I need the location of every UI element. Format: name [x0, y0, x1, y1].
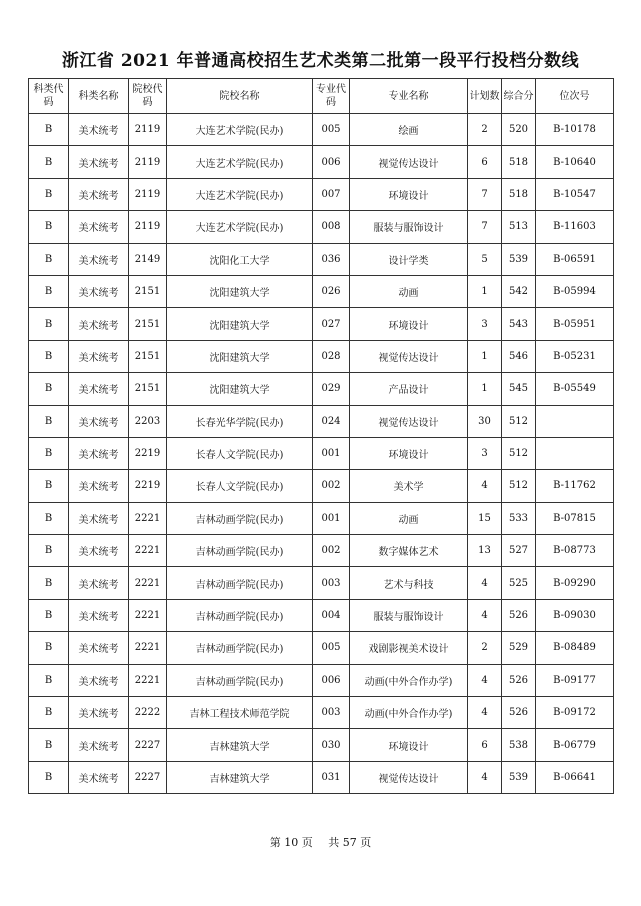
cell-score: 513: [502, 211, 536, 243]
cell-plan: 30: [468, 405, 502, 437]
cell-major-name: 产品设计: [350, 373, 468, 405]
cell-category-code: B: [29, 697, 69, 729]
cell-rank: B-11762: [536, 470, 614, 502]
cell-school-name: 大连艺术学院(民办): [167, 146, 313, 178]
cell-score: 529: [502, 632, 536, 664]
page-footer: [0, 834, 641, 850]
cell-category-name: 美术统考: [69, 405, 129, 437]
cell-plan: 1: [468, 340, 502, 372]
cell-rank: B-09177: [536, 664, 614, 696]
cell-category-code: B: [29, 729, 69, 761]
cell-major-code: 002: [313, 470, 350, 502]
cell-school-name: 吉林动画学院(民办): [167, 535, 313, 567]
cell-major-code: 003: [313, 567, 350, 599]
cell-school-name: 吉林建筑大学: [167, 729, 313, 761]
cell-school-code: 2219: [129, 437, 167, 469]
cell-school-code: 2119: [129, 114, 167, 146]
cell-school-name: 大连艺术学院(民办): [167, 178, 313, 210]
cell-major-code: 031: [313, 761, 350, 793]
cell-major-code: 005: [313, 114, 350, 146]
cell-school-code: 2221: [129, 535, 167, 567]
table-row: [29, 243, 614, 275]
header-school-name: 院校名称: [167, 79, 313, 114]
header-category-name: 科类名称: [69, 79, 129, 114]
header-score: 综合分: [502, 79, 536, 114]
cell-score: 533: [502, 502, 536, 534]
cell-category-name: 美术统考: [69, 502, 129, 534]
cell-major-code: 002: [313, 535, 350, 567]
cell-plan: 1: [468, 373, 502, 405]
cell-major-name: 设计学类: [350, 243, 468, 275]
cell-major-name: 动画(中外合作办学): [350, 664, 468, 696]
cell-school-name: 沈阳建筑大学: [167, 275, 313, 307]
cell-category-code: B: [29, 632, 69, 664]
cell-category-code: B: [29, 502, 69, 534]
cell-rank: B-05231: [536, 340, 614, 372]
cell-school-code: 2221: [129, 632, 167, 664]
cell-major-name: 环境设计: [350, 729, 468, 761]
cell-plan: 4: [468, 567, 502, 599]
cell-major-name: 环境设计: [350, 437, 468, 469]
cell-school-name: 沈阳建筑大学: [167, 308, 313, 340]
cell-major-name: 数字媒体艺术: [350, 535, 468, 567]
header-category-code: 科类代码: [29, 79, 69, 114]
cell-category-code: B: [29, 178, 69, 210]
cell-score: 545: [502, 373, 536, 405]
table-row: [29, 437, 614, 469]
cell-school-name: 吉林动画学院(民办): [167, 664, 313, 696]
cell-school-code: 2227: [129, 761, 167, 793]
page-title: 浙江省 2021 年普通高校招生艺术类第二批第一段平行投档分数线: [61, 51, 580, 71]
cell-major-name: 环境设计: [350, 178, 468, 210]
cell-rank: B-08773: [536, 535, 614, 567]
cell-school-name: 吉林动画学院(民办): [167, 632, 313, 664]
cell-major-code: 024: [313, 405, 350, 437]
cell-school-code: 2119: [129, 178, 167, 210]
cell-school-name: 大连艺术学院(民办): [167, 114, 313, 146]
cell-category-code: B: [29, 114, 69, 146]
cell-school-code: 2149: [129, 243, 167, 275]
cell-score: 546: [502, 340, 536, 372]
cell-category-code: B: [29, 437, 69, 469]
header-school-code: 院校代码: [129, 79, 167, 114]
cell-major-name: 艺术与科技: [350, 567, 468, 599]
cell-rank: B-10547: [536, 178, 614, 210]
cell-major-code: 036: [313, 243, 350, 275]
cell-category-code: B: [29, 567, 69, 599]
cell-category-name: 美术统考: [69, 275, 129, 307]
cell-rank: B-10178: [536, 114, 614, 146]
cell-major-name: 服装与服饰设计: [350, 211, 468, 243]
cell-category-code: B: [29, 599, 69, 631]
cell-school-code: 2221: [129, 599, 167, 631]
cell-plan: 5: [468, 243, 502, 275]
cell-school-name: 吉林动画学院(民办): [167, 502, 313, 534]
cell-major-code: 006: [313, 664, 350, 696]
cell-category-code: B: [29, 535, 69, 567]
cell-school-name: 大连艺术学院(民办): [167, 211, 313, 243]
cell-major-code: 001: [313, 437, 350, 469]
cell-rank: B-10640: [536, 146, 614, 178]
page-number: 第 10 页: [269, 836, 313, 849]
cell-major-name: 视觉传达设计: [350, 405, 468, 437]
cell-category-code: B: [29, 664, 69, 696]
cell-category-code: B: [29, 146, 69, 178]
table-row: [29, 470, 614, 502]
cell-score: 512: [502, 437, 536, 469]
cell-category-name: 美术统考: [69, 567, 129, 599]
table-row: [29, 340, 614, 372]
cell-category-name: 美术统考: [69, 535, 129, 567]
table-row: [29, 632, 614, 664]
table-row: [29, 664, 614, 696]
cell-category-code: B: [29, 470, 69, 502]
cell-category-name: 美术统考: [69, 729, 129, 761]
cell-category-name: 美术统考: [69, 373, 129, 405]
cell-school-code: 2221: [129, 502, 167, 534]
cell-school-name: 吉林动画学院(民办): [167, 567, 313, 599]
cell-plan: 2: [468, 632, 502, 664]
cell-school-code: 2151: [129, 373, 167, 405]
cell-plan: 4: [468, 761, 502, 793]
cell-score: 539: [502, 761, 536, 793]
cell-rank: B-08489: [536, 632, 614, 664]
cell-plan: 13: [468, 535, 502, 567]
cell-school-code: 2219: [129, 470, 167, 502]
table-header-row: [29, 79, 614, 114]
cell-score: 518: [502, 178, 536, 210]
cell-rank: B-06641: [536, 761, 614, 793]
score-table: [28, 78, 614, 794]
table-body: [29, 114, 614, 794]
cell-school-code: 2151: [129, 308, 167, 340]
cell-plan: 1: [468, 275, 502, 307]
cell-category-name: 美术统考: [69, 632, 129, 664]
cell-category-code: B: [29, 211, 69, 243]
table-row: [29, 114, 614, 146]
cell-plan: 4: [468, 664, 502, 696]
cell-major-code: 026: [313, 275, 350, 307]
table-row: [29, 146, 614, 178]
cell-category-code: B: [29, 373, 69, 405]
cell-rank: [536, 437, 614, 469]
cell-category-name: 美术统考: [69, 243, 129, 275]
cell-major-code: 029: [313, 373, 350, 405]
cell-major-name: 美术学: [350, 470, 468, 502]
cell-plan: 3: [468, 437, 502, 469]
table-row: [29, 502, 614, 534]
cell-category-name: 美术统考: [69, 178, 129, 210]
cell-category-code: B: [29, 243, 69, 275]
header-major-name: 专业名称: [350, 79, 468, 114]
cell-rank: B-07815: [536, 502, 614, 534]
table-row: [29, 178, 614, 210]
cell-plan: 7: [468, 211, 502, 243]
cell-rank: B-05549: [536, 373, 614, 405]
cell-rank: B-06591: [536, 243, 614, 275]
cell-major-name: 视觉传达设计: [350, 340, 468, 372]
table-row: [29, 211, 614, 243]
table-row: [29, 697, 614, 729]
cell-major-name: 动画: [350, 275, 468, 307]
cell-school-name: 沈阳化工大学: [167, 243, 313, 275]
cell-major-code: 030: [313, 729, 350, 761]
cell-major-name: 服装与服饰设计: [350, 599, 468, 631]
cell-rank: [536, 405, 614, 437]
cell-score: 520: [502, 114, 536, 146]
cell-major-name: 戏剧影视美术设计: [350, 632, 468, 664]
table-row: [29, 761, 614, 793]
cell-score: 527: [502, 535, 536, 567]
cell-category-code: B: [29, 405, 69, 437]
cell-category-code: B: [29, 308, 69, 340]
cell-major-name: 视觉传达设计: [350, 146, 468, 178]
cell-score: 526: [502, 697, 536, 729]
cell-category-code: B: [29, 275, 69, 307]
cell-school-code: 2203: [129, 405, 167, 437]
table-row: [29, 729, 614, 761]
cell-school-code: 2222: [129, 697, 167, 729]
cell-major-code: 008: [313, 211, 350, 243]
cell-score: 518: [502, 146, 536, 178]
cell-score: 526: [502, 664, 536, 696]
cell-rank: B-05951: [536, 308, 614, 340]
cell-score: 512: [502, 470, 536, 502]
table-row: [29, 308, 614, 340]
cell-rank: B-06779: [536, 729, 614, 761]
cell-major-code: 028: [313, 340, 350, 372]
cell-school-name: 吉林动画学院(民办): [167, 599, 313, 631]
header-rank: 位次号: [536, 79, 614, 114]
cell-plan: 3: [468, 308, 502, 340]
cell-category-name: 美术统考: [69, 761, 129, 793]
header-major-code: 专业代码: [313, 79, 350, 114]
cell-major-code: 003: [313, 697, 350, 729]
cell-major-code: 006: [313, 146, 350, 178]
cell-school-name: 长春人文学院(民办): [167, 470, 313, 502]
table-row: [29, 599, 614, 631]
table-row: [29, 373, 614, 405]
table-row: [29, 275, 614, 307]
cell-major-code: 004: [313, 599, 350, 631]
cell-category-name: 美术统考: [69, 437, 129, 469]
cell-school-code: 2227: [129, 729, 167, 761]
cell-school-name: 沈阳建筑大学: [167, 340, 313, 372]
cell-score: 525: [502, 567, 536, 599]
cell-school-code: 2221: [129, 567, 167, 599]
cell-plan: 4: [468, 470, 502, 502]
cell-score: 512: [502, 405, 536, 437]
cell-plan: 4: [468, 599, 502, 631]
cell-plan: 4: [468, 697, 502, 729]
cell-plan: 15: [468, 502, 502, 534]
cell-category-name: 美术统考: [69, 697, 129, 729]
cell-rank: B-05994: [536, 275, 614, 307]
cell-major-name: 动画(中外合作办学): [350, 697, 468, 729]
table-row: [29, 535, 614, 567]
cell-score: 538: [502, 729, 536, 761]
cell-major-code: 005: [313, 632, 350, 664]
cell-school-code: 2119: [129, 146, 167, 178]
table-row: [29, 567, 614, 599]
cell-major-code: 007: [313, 178, 350, 210]
cell-category-name: 美术统考: [69, 664, 129, 696]
cell-rank: B-11603: [536, 211, 614, 243]
cell-school-name: 吉林建筑大学: [167, 761, 313, 793]
cell-category-code: B: [29, 761, 69, 793]
cell-school-code: 2119: [129, 211, 167, 243]
header-plan: 计划数: [468, 79, 502, 114]
cell-score: 539: [502, 243, 536, 275]
cell-category-name: 美术统考: [69, 114, 129, 146]
cell-major-code: 001: [313, 502, 350, 534]
cell-plan: 2: [468, 114, 502, 146]
cell-major-name: 视觉传达设计: [350, 761, 468, 793]
page-total: 共 57 页: [328, 836, 372, 849]
cell-plan: 6: [468, 729, 502, 761]
cell-school-name: 长春人文学院(民办): [167, 437, 313, 469]
cell-category-code: B: [29, 340, 69, 372]
cell-category-name: 美术统考: [69, 470, 129, 502]
cell-category-name: 美术统考: [69, 308, 129, 340]
cell-category-name: 美术统考: [69, 340, 129, 372]
cell-score: 526: [502, 599, 536, 631]
table-row: [29, 405, 614, 437]
cell-school-code: 2221: [129, 664, 167, 696]
cell-major-code: 027: [313, 308, 350, 340]
cell-school-name: 长春光华学院(民办): [167, 405, 313, 437]
cell-category-name: 美术统考: [69, 146, 129, 178]
cell-rank: B-09290: [536, 567, 614, 599]
cell-rank: B-09030: [536, 599, 614, 631]
cell-score: 543: [502, 308, 536, 340]
cell-plan: 6: [468, 146, 502, 178]
cell-school-code: 2151: [129, 340, 167, 372]
cell-rank: B-09172: [536, 697, 614, 729]
cell-school-name: 吉林工程技术师范学院: [167, 697, 313, 729]
cell-plan: 7: [468, 178, 502, 210]
cell-major-name: 动画: [350, 502, 468, 534]
cell-category-name: 美术统考: [69, 211, 129, 243]
cell-score: 542: [502, 275, 536, 307]
cell-major-name: 绘画: [350, 114, 468, 146]
cell-school-code: 2151: [129, 275, 167, 307]
cell-category-name: 美术统考: [69, 599, 129, 631]
cell-school-name: 沈阳建筑大学: [167, 373, 313, 405]
cell-major-name: 环境设计: [350, 308, 468, 340]
